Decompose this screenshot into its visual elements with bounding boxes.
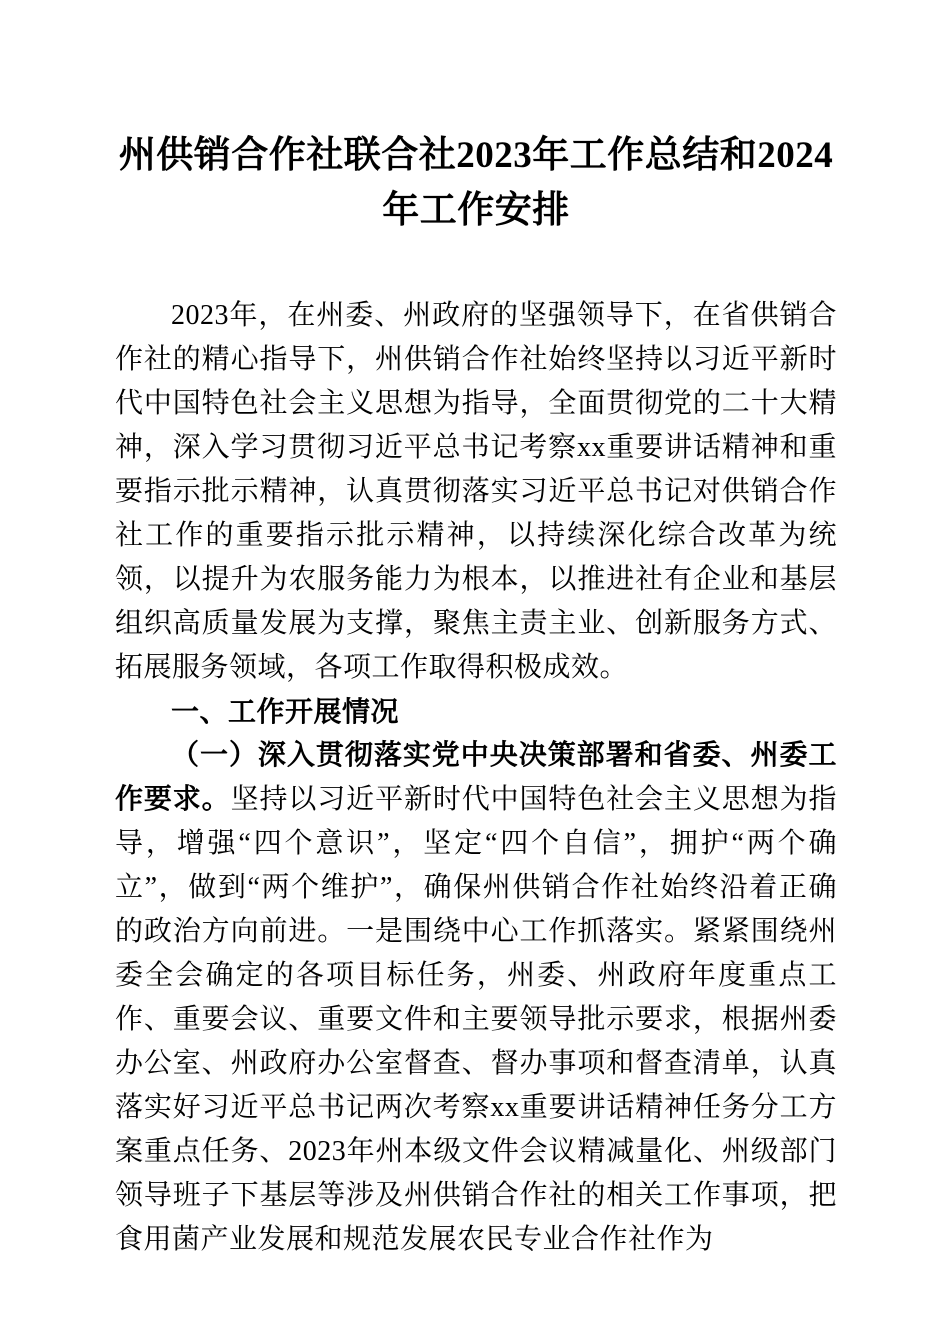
paragraph-section1-lead: （一）深入贯彻落实党中央决策部署和省委、州委工作要求。 (115, 740, 837, 815)
document-title: 州供销合作社联合社2023年工作总结和2024年工作安排 (118, 135, 834, 231)
paragraph-section1-body: 坚持以习近平新时代中国特色社会主义思想为指导，增强“四个意识”，坚定“四个自信”，拥护“两个确立”，做到“两个维护”，确保州供销合作社始终沿着正确的政治方向前进。一是围绕中心工作抓落实。紧紧围绕州委全会确定的各项目标任务，州委、州政府年度重点工作、重要会议、重要文件和主要领导批示要求，根据州委办公室、州政府办公室督查、督办事项和督查清单，认真落实好习近平总书记两次考察xx重要讲话精神任务分工方案重点任务、2023年州本级文件会议精减量化、州级部门领导班子下基层等涉及州供销合作社的相关工作事项，把食用菌产业发展和规范发展农民专业合作社作为 (115, 784, 837, 1255)
section-heading-1: 一、工作开展情况 (171, 696, 400, 727)
paragraph-intro: 2023年，在州委、州政府的坚强领导下，在省供销合作社的精心指导下，州供销合作社始终坚持以习近平新时代中国特色社会主义思想为指导，全面贯彻党的二十大精神，深入学习贯彻习近平总书记考察xx重要讲话精神和重要指示批示精神，认真贯彻落实习近平总书记对供销合作社工作的重要指示批示精神，以持续深化综合改革为统领，以提升为农服务能力为根本，以推进社有企业和基层组织高质量发展为支撑，聚焦主责主业、创新服务方式、拓展服务领域，各项工作取得积极成效。 (115, 300, 837, 683)
paragraph-section1 (115, 734, 837, 1262)
